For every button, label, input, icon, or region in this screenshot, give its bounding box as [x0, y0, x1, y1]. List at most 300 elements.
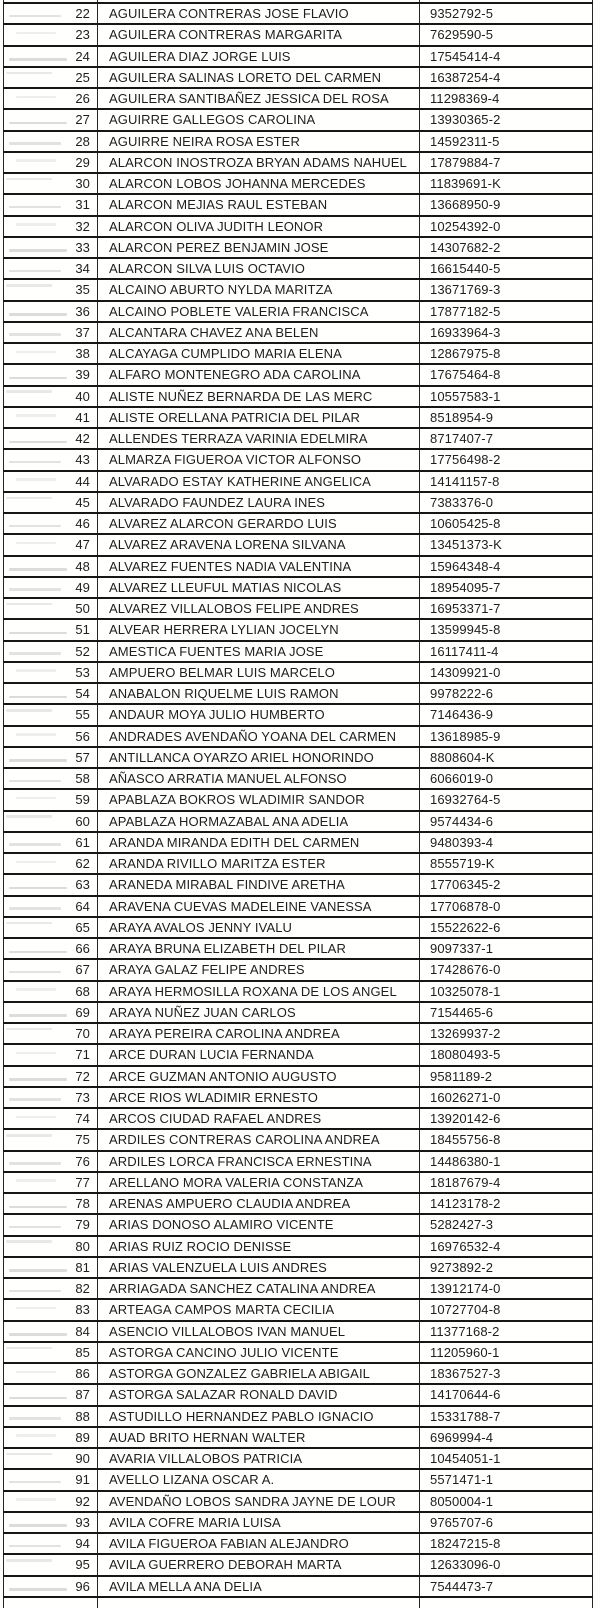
row-number-cell: 92	[3, 1492, 97, 1511]
person-name-cell: AVARIA VILLALOBOS PATRICIA	[97, 1449, 419, 1468]
row-number-cell: 88	[3, 1407, 97, 1426]
rut-cell: 7629590-5	[419, 25, 593, 44]
rut-cell: 7146436-9	[419, 705, 593, 724]
row-number-cell: 89	[3, 1428, 97, 1447]
table-row	[3, 323, 593, 344]
table-row	[3, 1534, 593, 1555]
row-number-cell: 75	[3, 1130, 97, 1149]
table-row	[3, 344, 593, 365]
table-row	[3, 259, 593, 280]
row-number-cell: 52	[3, 642, 97, 661]
row-number-cell: 33	[3, 238, 97, 257]
row-number-cell: 74	[3, 1109, 97, 1128]
table-row	[3, 68, 593, 89]
person-name-cell: ALARCON PEREZ BENJAMIN JOSE	[97, 238, 419, 257]
person-name-cell: ALVAREZ ALARCON GERARDO LUIS	[97, 514, 419, 533]
table-row	[3, 25, 593, 46]
rut-cell: 14486380-1	[419, 1152, 593, 1171]
row-number-cell: 36	[3, 302, 97, 321]
row-number-cell: 26	[3, 89, 97, 108]
row-number-cell: 73	[3, 1088, 97, 1107]
table-row	[3, 854, 593, 875]
rut-cell: 11839691-K	[419, 174, 593, 193]
row-number-cell: 87	[3, 1385, 97, 1404]
person-name-cell: ALARCON OLIVA JUDITH LEONOR	[97, 217, 419, 236]
rut-cell: 16932764-5	[419, 790, 593, 809]
rut-cell: 17675464-8	[419, 365, 593, 384]
person-name-cell: AVENDAÑO LOBOS SANDRA JAYNE DE LOUR	[97, 1492, 419, 1511]
rut-cell: 13930365-2	[419, 110, 593, 129]
person-name-cell: ARENAS AMPUERO CLAUDIA ANDREA	[97, 1194, 419, 1213]
rut-cell: 10454051-1	[419, 1449, 593, 1468]
person-name-cell: AGUILERA DIAZ JORGE LUIS	[97, 47, 419, 66]
person-name-cell: ASENCIO VILLALOBOS IVAN MANUEL	[97, 1322, 419, 1341]
row-number-cell: 85	[3, 1343, 97, 1362]
person-name-cell: AGUIRRE NEIRA ROSA ESTER	[97, 132, 419, 151]
person-name-cell: ARDILES LORCA FRANCISCA ERNESTINA	[97, 1152, 419, 1171]
rut-cell: 11377168-2	[419, 1322, 593, 1341]
rut-cell: 12867975-8	[419, 344, 593, 363]
table-row	[3, 110, 593, 131]
person-name-cell: ARANDA MIRANDA EDITH DEL CARMEN	[97, 833, 419, 852]
rut-cell: 9097337-1	[419, 939, 593, 958]
rut-cell: 14307682-2	[419, 238, 593, 257]
table-row	[3, 1003, 593, 1024]
row-number-cell: 45	[3, 493, 97, 512]
person-name-cell: ALVEAR HERRERA LYLIAN JOCELYN	[97, 620, 419, 639]
rut-cell: 18954095-7	[419, 578, 593, 597]
row-number-cell: 72	[3, 1067, 97, 1086]
row-number-cell: 91	[3, 1470, 97, 1489]
person-name-cell: ASTUDILLO HERNANDEZ PABLO IGNACIO	[97, 1407, 419, 1426]
row-number-cell: 64	[3, 897, 97, 916]
row-number-cell: 59	[3, 790, 97, 809]
row-number-cell	[3, 0, 97, 2]
table-row	[3, 1194, 593, 1215]
row-number-cell: 60	[3, 812, 97, 831]
table-row	[3, 960, 593, 981]
table-row	[3, 1343, 593, 1364]
table-row	[3, 1428, 593, 1449]
table-row	[3, 1492, 593, 1513]
table-row	[3, 89, 593, 110]
table-row	[3, 1152, 593, 1173]
person-name-cell: ARCE RIOS WLADIMIR ERNESTO	[97, 1088, 419, 1107]
rut-cell: 14141157-8	[419, 472, 593, 491]
row-number-cell: 80	[3, 1237, 97, 1256]
roster-table	[3, 0, 593, 1608]
rut-cell: 9574434-6	[419, 812, 593, 831]
rut-cell: 8555719-K	[419, 854, 593, 873]
rut-cell: 17545414-4	[419, 47, 593, 66]
person-name-cell: ARANEDA MIRABAL FINDIVE ARETHA	[97, 875, 419, 894]
person-name-cell: ARDILES CONTRERAS CAROLINA ANDREA	[97, 1130, 419, 1149]
person-name-cell: AGUILERA SALINAS LORETO DEL CARMEN	[97, 68, 419, 87]
rut-cell: 9352792-5	[419, 4, 593, 23]
table-row	[3, 238, 593, 259]
row-number-cell: 46	[3, 514, 97, 533]
table-row	[3, 1407, 593, 1428]
row-number-cell: 58	[3, 769, 97, 788]
person-name-cell: ALVAREZ FUENTES NADIA VALENTINA	[97, 557, 419, 576]
rut-cell: 10557583-1	[419, 387, 593, 406]
table-row	[3, 1237, 593, 1258]
row-number-cell: 28	[3, 132, 97, 151]
row-number-cell: 62	[3, 854, 97, 873]
table-row	[3, 578, 593, 599]
rut-cell: 18247215-8	[419, 1534, 593, 1553]
rut-cell: 17428676-0	[419, 960, 593, 979]
rut-cell: 14170644-6	[419, 1385, 593, 1404]
table-row	[3, 790, 593, 811]
row-number-cell	[3, 1598, 97, 1608]
table-row	[3, 195, 593, 216]
person-name-cell: ASTORGA GONZALEZ GABRIELA ABIGAIL	[97, 1364, 419, 1383]
rut-cell: 17706878-0	[419, 897, 593, 916]
table-row	[3, 1045, 593, 1066]
person-name-cell: AVILA MELLA ANA DELIA	[97, 1577, 419, 1596]
table-row	[3, 4, 593, 25]
table-row	[3, 812, 593, 833]
row-number-cell: 54	[3, 684, 97, 703]
row-number-cell: 56	[3, 727, 97, 746]
rut-cell: 17879884-7	[419, 153, 593, 172]
rut-cell: 5571471-1	[419, 1470, 593, 1489]
rut-cell: 13269937-2	[419, 1024, 593, 1043]
row-number-cell: 77	[3, 1173, 97, 1192]
rut-cell: 11205960-1	[419, 1343, 593, 1362]
table-row	[3, 833, 593, 854]
person-name-cell: ALVAREZ VILLALOBOS FELIPE ANDRES	[97, 599, 419, 618]
person-name-cell	[97, 1598, 419, 1608]
person-name-cell: ARCE GUZMAN ANTONIO AUGUSTO	[97, 1067, 419, 1086]
row-number-cell: 57	[3, 748, 97, 767]
rut-cell: 16026271-0	[419, 1088, 593, 1107]
person-name-cell: AÑASCO ARRATIA MANUEL ALFONSO	[97, 769, 419, 788]
rut-cell: 18367527-3	[419, 1364, 593, 1383]
table-row	[3, 1577, 593, 1598]
person-name-cell: ALARCON LOBOS JOHANNA MERCEDES	[97, 174, 419, 193]
person-name-cell: AMPUERO BELMAR LUIS MARCELO	[97, 663, 419, 682]
rut-cell: 10605425-8	[419, 514, 593, 533]
table-row	[3, 1109, 593, 1130]
table-row	[3, 1024, 593, 1045]
person-name-cell: APABLAZA BOKROS WLADIMIR SANDOR	[97, 790, 419, 809]
row-number-cell: 37	[3, 323, 97, 342]
table-row	[3, 365, 593, 386]
person-name-cell: AVILA GUERRERO DEBORAH MARTA	[97, 1555, 419, 1574]
person-name-cell: ARAYA AVALOS JENNY IVALU	[97, 918, 419, 937]
rut-cell: 14123178-2	[419, 1194, 593, 1213]
table-row	[3, 1258, 593, 1279]
person-name-cell: AVILA COFRE MARIA LUISA	[97, 1513, 419, 1532]
rut-cell: 15964348-4	[419, 557, 593, 576]
row-number-cell: 90	[3, 1449, 97, 1468]
row-number-cell: 78	[3, 1194, 97, 1213]
person-name-cell: ALARCON SILVA LUIS OCTAVIO	[97, 259, 419, 278]
table-row	[3, 918, 593, 939]
table-row	[3, 620, 593, 641]
person-name-cell: ARANDA RIVILLO MARITZA ESTER	[97, 854, 419, 873]
table-row	[3, 684, 593, 705]
row-number-cell: 66	[3, 939, 97, 958]
rut-cell: 13599945-8	[419, 620, 593, 639]
person-name-cell: APABLAZA HORMAZABAL ANA ADELIA	[97, 812, 419, 831]
table-row	[3, 174, 593, 195]
row-number-cell: 22	[3, 4, 97, 23]
table-row	[3, 1300, 593, 1321]
row-number-cell: 30	[3, 174, 97, 193]
person-name-cell: ANDAUR MOYA JULIO HUMBERTO	[97, 705, 419, 724]
row-number-cell: 55	[3, 705, 97, 724]
row-number-cell: 65	[3, 918, 97, 937]
row-number-cell: 81	[3, 1258, 97, 1277]
table-row	[3, 748, 593, 769]
rut-cell: 8050004-1	[419, 1492, 593, 1511]
table-row	[3, 1130, 593, 1151]
person-name-cell: AVELLO LIZANA OSCAR A.	[97, 1470, 419, 1489]
rut-cell: 9978222-6	[419, 684, 593, 703]
person-name-cell: ALMARZA FIGUEROA VICTOR ALFONSO	[97, 450, 419, 469]
table-row	[3, 1279, 593, 1300]
rut-cell: 18455756-8	[419, 1130, 593, 1149]
rut-cell: 9765707-6	[419, 1513, 593, 1532]
row-number-cell: 48	[3, 557, 97, 576]
person-name-cell: ASTORGA SALAZAR RONALD DAVID	[97, 1385, 419, 1404]
person-name-cell: AVILA FIGUEROA FABIAN ALEJANDRO	[97, 1534, 419, 1553]
person-name-cell: ALCAINO POBLETE VALERIA FRANCISCA	[97, 302, 419, 321]
row-number-cell: 32	[3, 217, 97, 236]
table-row	[3, 599, 593, 620]
person-name-cell: ARAYA PEREIRA CAROLINA ANDREA	[97, 1024, 419, 1043]
rut-cell: 16615440-5	[419, 259, 593, 278]
rut-cell: 16976532-4	[419, 1237, 593, 1256]
row-number-cell: 25	[3, 68, 97, 87]
table-row-partial-bottom	[3, 1598, 593, 1608]
person-name-cell: ALFARO MONTENEGRO ADA CAROLINA	[97, 365, 419, 384]
rut-cell: 15522622-6	[419, 918, 593, 937]
person-name-cell: AGUIRRE GALLEGOS CAROLINA	[97, 110, 419, 129]
person-name-cell: ALCAYAGA CUMPLIDO MARIA ELENA	[97, 344, 419, 363]
table-row	[3, 302, 593, 323]
table-row	[3, 47, 593, 68]
table-row	[3, 1513, 593, 1534]
table-row	[3, 1067, 593, 1088]
table-row	[3, 450, 593, 471]
row-number-cell: 51	[3, 620, 97, 639]
person-name-cell: ARTEAGA CAMPOS MARTA CECILIA	[97, 1300, 419, 1319]
person-name-cell: ALARCON INOSTROZA BRYAN ADAMS NAHUEL	[97, 153, 419, 172]
person-name-cell: AUAD BRITO HERNAN WALTER	[97, 1428, 419, 1447]
row-number-cell: 86	[3, 1364, 97, 1383]
rut-cell: 17877182-5	[419, 302, 593, 321]
rut-cell: 13912174-0	[419, 1279, 593, 1298]
table-row	[3, 514, 593, 535]
person-name-cell: ASTORGA CANCINO JULIO VICENTE	[97, 1343, 419, 1362]
row-number-cell: 82	[3, 1279, 97, 1298]
rut-cell: 7383376-0	[419, 493, 593, 512]
rut-cell: 6066019-0	[419, 769, 593, 788]
row-number-cell: 76	[3, 1152, 97, 1171]
table-row	[3, 875, 593, 896]
row-number-cell: 41	[3, 408, 97, 427]
person-name-cell: ARCE DURAN LUCIA FERNANDA	[97, 1045, 419, 1064]
rut-cell: 18080493-5	[419, 1045, 593, 1064]
person-name-cell: ALISTE ORELLANA PATRICIA DEL PILAR	[97, 408, 419, 427]
rut-cell: 14592311-5	[419, 132, 593, 151]
person-name-cell: ARELLANO MORA VALERIA CONSTANZA	[97, 1173, 419, 1192]
table-row	[3, 1385, 593, 1406]
rut-cell: 11298369-4	[419, 89, 593, 108]
row-number-cell: 63	[3, 875, 97, 894]
rut-cell: 9273892-2	[419, 1258, 593, 1277]
row-number-cell: 71	[3, 1045, 97, 1064]
rut-cell: 13668950-9	[419, 195, 593, 214]
rut-cell: 18187679-4	[419, 1173, 593, 1192]
rut-cell: 17706345-2	[419, 875, 593, 894]
row-number-cell: 49	[3, 578, 97, 597]
table-row	[3, 153, 593, 174]
row-number-cell: 70	[3, 1024, 97, 1043]
table-row	[3, 1449, 593, 1470]
person-name-cell: ARAYA HERMOSILLA ROXANA DE LOS ANGEL	[97, 982, 419, 1001]
row-number-cell: 68	[3, 982, 97, 1001]
person-name-cell: ALLENDES TERRAZA VARINIA EDELMIRA	[97, 429, 419, 448]
table-row	[3, 472, 593, 493]
table-row	[3, 663, 593, 684]
row-number-cell: 84	[3, 1322, 97, 1341]
person-name-cell: ALARCON MEJIAS RAUL ESTEBAN	[97, 195, 419, 214]
row-number-cell: 35	[3, 280, 97, 299]
rut-cell: 8518954-9	[419, 408, 593, 427]
table-row	[3, 982, 593, 1003]
rut-cell: 9581189-2	[419, 1067, 593, 1086]
person-name-cell: ALVAREZ LLEUFUL MATIAS NICOLAS	[97, 578, 419, 597]
rut-cell: 13618985-9	[419, 727, 593, 746]
table-row	[3, 1322, 593, 1343]
row-number-cell: 67	[3, 960, 97, 979]
person-name-cell: ARCOS CIUDAD RAFAEL ANDRES	[97, 1109, 419, 1128]
row-number-cell: 95	[3, 1555, 97, 1574]
row-number-cell: 39	[3, 365, 97, 384]
row-number-cell: 93	[3, 1513, 97, 1532]
row-number-cell: 31	[3, 195, 97, 214]
table-row	[3, 132, 593, 153]
rut-cell: 13920142-6	[419, 1109, 593, 1128]
row-number-cell: 38	[3, 344, 97, 363]
person-name-cell: ARAYA NUÑEZ JUAN CARLOS	[97, 1003, 419, 1022]
rut-cell: 8808604-K	[419, 748, 593, 767]
row-number-cell: 69	[3, 1003, 97, 1022]
row-number-cell: 23	[3, 25, 97, 44]
rut-cell: 10325078-1	[419, 982, 593, 1001]
table-row	[3, 493, 593, 514]
rut-cell: 10254392-0	[419, 217, 593, 236]
rut-cell: 17756498-2	[419, 450, 593, 469]
person-name-cell: ALVARADO FAUNDEZ LAURA INES	[97, 493, 419, 512]
rut-cell: 7154465-6	[419, 1003, 593, 1022]
person-name-cell: ARRIAGADA SANCHEZ CATALINA ANDREA	[97, 1279, 419, 1298]
person-name-cell: ARAYA BRUNA ELIZABETH DEL PILAR	[97, 939, 419, 958]
person-name-cell: ALVAREZ ARAVENA LORENA SILVANA	[97, 535, 419, 554]
rut-cell: 16933964-3	[419, 323, 593, 342]
rut-cell: 8717407-7	[419, 429, 593, 448]
table-row	[3, 1088, 593, 1109]
table-row	[3, 387, 593, 408]
table-row	[3, 1215, 593, 1236]
row-number-cell: 40	[3, 387, 97, 406]
person-name-cell: ARIAS RUIZ ROCIO DENISSE	[97, 1237, 419, 1256]
row-number-cell: 43	[3, 450, 97, 469]
rut-cell: 16953371-7	[419, 599, 593, 618]
person-name-cell: ARAVENA CUEVAS MADELEINE VANESSA	[97, 897, 419, 916]
rut-cell: 13671769-3	[419, 280, 593, 299]
row-number-cell: 47	[3, 535, 97, 554]
table-row	[3, 727, 593, 748]
table-row	[3, 1173, 593, 1194]
table-row	[3, 535, 593, 556]
person-name-cell: ALCAINO ABURTO NYLDA MARITZA	[97, 280, 419, 299]
table-row	[3, 557, 593, 578]
table-row	[3, 705, 593, 726]
table-row	[3, 408, 593, 429]
row-number-cell: 29	[3, 153, 97, 172]
table-row	[3, 429, 593, 450]
rut-cell: 6969994-4	[419, 1428, 593, 1447]
rut-cell: 16117411-4	[419, 642, 593, 661]
rut-cell: 13451373-K	[419, 535, 593, 554]
row-number-cell: 61	[3, 833, 97, 852]
table-row	[3, 217, 593, 238]
person-name-cell: ALISTE NUÑEZ BERNARDA DE LAS MERC	[97, 387, 419, 406]
rut-cell: 9480393-4	[419, 833, 593, 852]
table-row	[3, 769, 593, 790]
row-number-cell: 42	[3, 429, 97, 448]
rut-cell: 10727704-8	[419, 1300, 593, 1319]
person-name-cell: ARAYA GALAZ FELIPE ANDRES	[97, 960, 419, 979]
table-row	[3, 280, 593, 301]
row-number-cell: 50	[3, 599, 97, 618]
person-name-cell: ANDRADES AVENDAÑO YOANA DEL CARMEN	[97, 727, 419, 746]
row-number-cell: 53	[3, 663, 97, 682]
table-row	[3, 1470, 593, 1491]
row-number-cell: 94	[3, 1534, 97, 1553]
row-number-cell: 44	[3, 472, 97, 491]
person-name-cell: ARIAS DONOSO ALAMIRO VICENTE	[97, 1215, 419, 1234]
rut-cell: 15331788-7	[419, 1407, 593, 1426]
row-number-cell: 79	[3, 1215, 97, 1234]
person-name-cell: ALCANTARA CHAVEZ ANA BELEN	[97, 323, 419, 342]
table-row	[3, 897, 593, 918]
person-name-cell: ANABALON RIQUELME LUIS RAMON	[97, 684, 419, 703]
row-number-cell: 24	[3, 47, 97, 66]
person-name-cell: ARIAS VALENZUELA LUIS ANDRES	[97, 1258, 419, 1277]
rut-cell	[419, 1598, 593, 1608]
person-name-cell: ANTILLANCA OYARZO ARIEL HONORINDO	[97, 748, 419, 767]
table-row	[3, 642, 593, 663]
table-row	[3, 1364, 593, 1385]
row-number-cell: 96	[3, 1577, 97, 1596]
row-number-cell: 27	[3, 110, 97, 129]
table-row	[3, 1555, 593, 1576]
rut-cell: 12633096-0	[419, 1555, 593, 1574]
rut-cell: 5282427-3	[419, 1215, 593, 1234]
rut-cell: 16387254-4	[419, 68, 593, 87]
person-name-cell: ALVARADO ESTAY KATHERINE ANGELICA	[97, 472, 419, 491]
table-row	[3, 939, 593, 960]
rut-cell: 14309921-0	[419, 663, 593, 682]
row-number-cell: 83	[3, 1300, 97, 1319]
